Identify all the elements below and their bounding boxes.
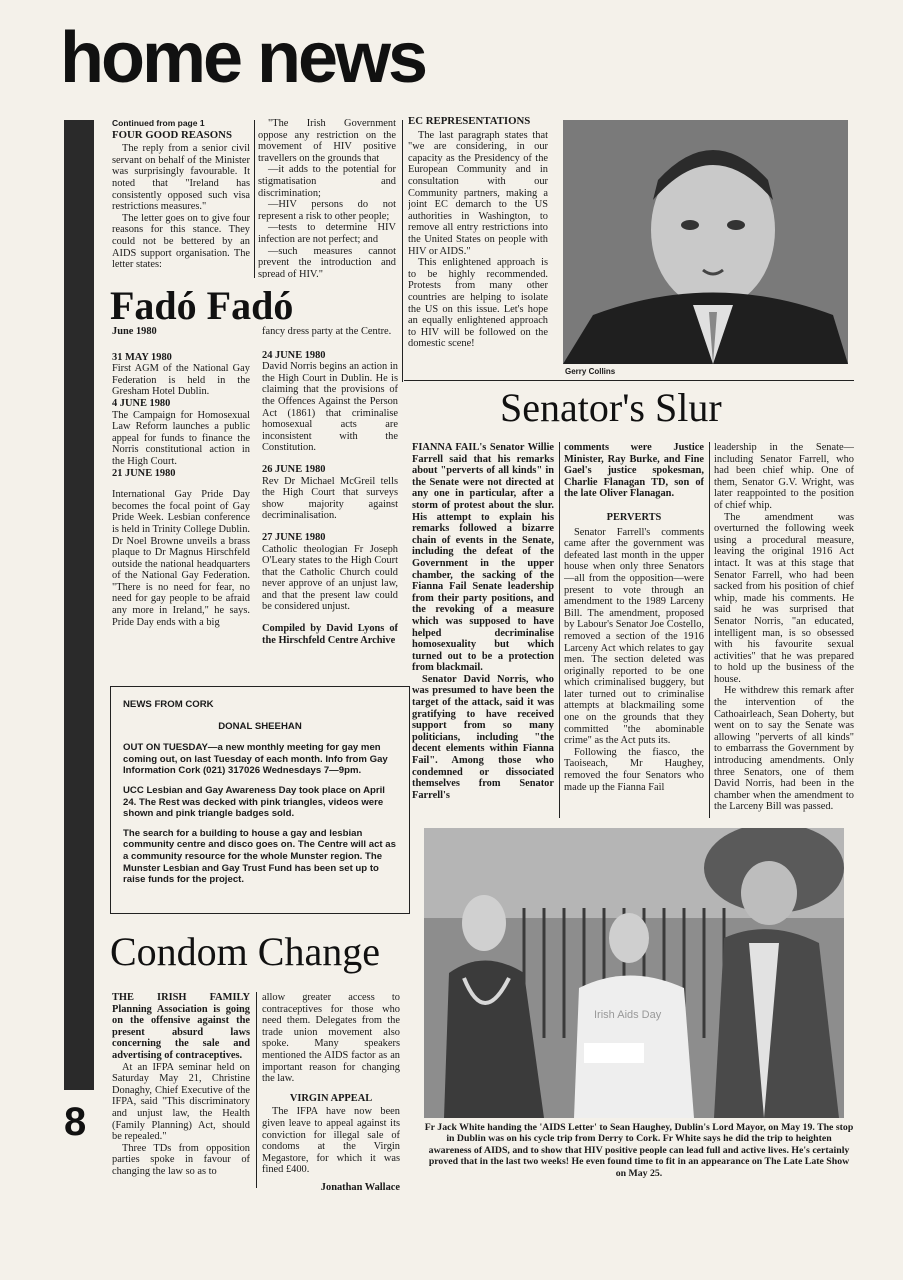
photo1-caption: Gerry Collins — [565, 367, 616, 376]
paragraph: leadership in the Senate—including Senator Farrell, who had been chief whip. One of them, Senator G.V. Wright, was later reappointed to the position of chief whip. — [714, 442, 854, 511]
paragraph: comments were Justice Minister, Ray Burke, and Fine Gael's justice spokesman, Charlie Flanagan TD, son of the late Oliver Flanagan. — [564, 442, 704, 500]
senator-col2 — [564, 442, 704, 818]
fado-credit: Compiled by David Lyons of the Hirschfeld Centre Archive — [262, 623, 398, 646]
paragraph: The IFPA have now been given leave to appeal against its conviction for illegal sale of condoms at the Virgin Megastore, for which it was fined £400. — [262, 1106, 400, 1176]
fado-date: 24 JUNE 1980 — [262, 349, 326, 361]
condom-title: Condom Change — [110, 929, 380, 974]
paragraph: OUT ON TUESDAY—a new monthly meeting for gay men coming out, on last Tuesday of each month. Info from Gay Information Cork (021) 317026 Wednesdays 7—9pm. — [123, 742, 388, 777]
fado-entry: Catholic theologian Fr Joseph O'Leary states to the High Court that the Catholic Church could never approve of an unjust law, and that the present law could be considered unjust. — [262, 543, 398, 613]
paragraph: The search for a building to house a gay and lesbian community centre and disco goes on. The Centre will act as a community resource for the whole Munster region. The Munster Lesbian and Gay Trust Fund has been set up to raise funds for the project. — [123, 827, 396, 886]
paragraph: THE IRISH FAMILY Planning Association is going on the offensive against the present absurd laws concerning the sale and advertising of contraceptives. — [112, 992, 250, 1061]
paragraph: This enlightened approach is to be highly recommended. Protests from many other countries are helping to isolate the US on this issue. Let's hope an equally enlightened approach to HIV will be followed on the domestic scene! — [408, 257, 548, 350]
paragraph: Senator David Norris, who was presumed to have been the target of the attack, said it was gratifying to have received support from so many politicians, including "the decent elements within Fianna Fail". Among those who condemned or dissociated themselves from Senator Farrell's — [412, 673, 554, 801]
paragraph: The amendment was overturned the following week using a procedural measure, leaving the original 1916 Act intact. It was at this stage that Senator Farrell, who had been sacked from his position of chief whip, made his comments. He said he was surprised that Senator Norris, "an educated, intelligent man, is so obsessed with his favourite sexual activities" that he was prepared to hold up the business of the house. — [714, 511, 854, 685]
gerry-collins-photo — [563, 120, 848, 364]
perverts-heading: PERVERTS — [606, 511, 662, 523]
section-rule — [404, 380, 854, 381]
paragraph: "The Irish Government oppose any restriction on the movement of HIV positive travellers on the grounds that — [258, 118, 396, 164]
continued-label: Continued from page 1 — [112, 118, 205, 128]
paragraph: The last paragraph states that "we are considering, in our capacity as the Presidency of the European Community and in consultation with our Community partners, making a joint EC demarch to the US authorities in Washington, to remove all entry restrictions into the United States on people with HIV or AIDS." — [408, 129, 548, 257]
ec-heading: EC REPRESENTATIONS — [408, 116, 531, 127]
fado-date: 21 JUNE 1980 — [112, 467, 176, 479]
paragraph: The reply from a senior civil servant on behalf of the Minister was surprisingly favourable. It noted that "Ireland has consistently opposed such visa restrictions measures." — [112, 143, 250, 213]
senator-title: Senator's Slur — [500, 385, 722, 430]
four-reasons-col2 — [258, 118, 396, 278]
sidebar-bar — [64, 120, 94, 1090]
fado-entry: First AGM of the National Gay Federation is held in the Gresham Hotel Dublin. — [112, 363, 250, 398]
condom-col1 — [112, 992, 250, 1192]
ec-column — [408, 116, 548, 378]
column-rule — [559, 442, 560, 818]
fado-title: Fadó Fadó — [110, 283, 294, 328]
paragraph: allow greater access to contraceptives for those who need them. Delegates from the trade union movement also spoke. Many speakers mentioned the AIDS factor as an important reason for changing the law. — [262, 992, 400, 1085]
column-rule — [402, 120, 403, 382]
fado-date: June 1980 — [112, 326, 157, 337]
paragraph: Senator Farrell's comments came after the government was defeated last month in the upper house when only three Senators—all from the opposition—were present to vote through an amendment to the 1989 Larceny Bill. The amendment, proposed by Labour's Senator Joe Costello, removed a section of the 1916 Larceny Act which relates to gay men. The section deleted was originally reported to be one which criminalised buggery, but later turned out to criminalise attempts at blackmailing some one on the grounds that they committed "the abominable crime" as the Act puts its. — [564, 526, 704, 747]
shirt-text: Irish Aids Day — [594, 1009, 662, 1021]
fado-date: 4 JUNE 1980 — [112, 397, 171, 409]
fado-col2 — [262, 326, 398, 666]
fado-date: 31 MAY 1980 — [112, 351, 172, 363]
paragraph: Following the fiasco, the Taoiseach, Mr Haughey, removed the four Senators who made up the Fianna Fail — [564, 746, 704, 793]
paragraph: At an IFPA seminar held on Saturday May 21, Christine Donaghy, Chief Executive of the IFPA, said "This discriminatory and unjust law, the Health (Family Planning) Act, should be repealed." — [112, 1061, 250, 1143]
column-rule — [256, 992, 257, 1188]
fado-entry: Rev Dr Michael McGreil tells the High Court that surveys show majority against decriminalisation. — [262, 475, 398, 522]
news-from-cork-box — [110, 686, 410, 914]
condom-col2 — [262, 992, 400, 1192]
paragraph: Three TDs from opposition parties spoke in favour of changing the law so as to — [112, 1142, 250, 1177]
paragraph: —it adds to the potential for stigmatisation and discrimination; — [258, 164, 396, 199]
cork-heading: NEWS FROM CORK — [123, 699, 214, 710]
paragraph: —such measures cannot prevent the introduction and spread of HIV." — [258, 245, 396, 278]
column-rule — [709, 442, 710, 818]
photo2-caption: Fr Jack White handing the 'AIDS Letter' to Sean Haughey, Dublin's Lord Mayor, on May 19. The stop in Dublin was on his cycle trip from Derry to Cork. Fr White says he did the trip to heighten awareness of AIDS, and to show that HIV positive people can lead full and active lives. He's certainly proved that in the last two weeks! He even found time to fit in an appearance on The Late Late Show on May 25. — [424, 1122, 854, 1179]
page-number: 8 — [64, 1100, 87, 1144]
four-reasons-heading: FOUR GOOD REASONS — [112, 128, 232, 141]
fado-entry: fancy dress party at the Centre. — [262, 326, 392, 337]
paragraph: —tests to determine HIV infection are not perfect; and — [258, 222, 396, 245]
portrait-illustration — [563, 120, 848, 364]
fado-entry: David Norris begins an action in the High Court in Dublin. He is claiming that the provisions of the Offences Against the Person Act (1861) that criminalise homosexual acts are inconsistent with the Constitution. — [262, 361, 398, 454]
four-reasons-col1 — [112, 118, 250, 278]
column-rule — [254, 120, 255, 278]
senator-col1 — [412, 442, 554, 818]
fado-date: 27 JUNE 1980 — [262, 531, 326, 543]
senator-col3 — [714, 442, 854, 818]
fado-entry: The Campaign for Homosexual Law Reform launches a public appeal for funds to finance the Norris constitutional action in the High Court. — [112, 409, 250, 467]
paragraph: He withdrew this remark after the intervention of the Cathoairleach, Sean Doherty, but went on to say the Senate was allowing "perverts of all kinds" to embarrass the Government by introducing amendments. Only three Senators, one of them David Norris, had been in the chamber when the amendment to the Larceny Bill was passed. — [714, 685, 854, 813]
paragraph: FIANNA FAIL's Senator Willie Farrell said that his remarks about "perverts of all kinds" in the Senate were not directed at any one in particular, after a storm of protest about the slur. His attempt to explain his remarks followed a bizarre chain of events in the Senate, including the defeat of the Government in the upper chamber, the sacking of the Fianna Fail Senate leadership from their party positions, and the revoking of a measure which was supposed to have helped decriminalise homosexuality but which turned out to be a protection from blackmail. — [412, 442, 554, 674]
fado-date: 26 JUNE 1980 — [262, 463, 326, 475]
photo-illustration — [424, 828, 844, 1118]
paragraph: The letter goes on to give four reasons for this stance. They could not be bettered by an AIDS support organisation. The letter states: — [112, 212, 250, 271]
fado-col1 — [112, 326, 250, 666]
virgin-heading: VIRGIN APPEAL — [289, 1092, 373, 1104]
masthead: home news — [60, 18, 426, 98]
cork-byline: DONAL SHEEHAN — [218, 720, 302, 732]
paragraph: —HIV persons do not represent a risk to other people; — [258, 199, 396, 222]
paragraph: UCC Lesbian and Gay Awareness Day took place on April 24. The Rest was decked with pink triangles, videos were shown and pink triangle badges sold. — [123, 784, 385, 820]
condom-credit: Jonathan Wallace — [320, 1181, 400, 1192]
jack-white-photo — [424, 828, 844, 1118]
fado-entry: International Gay Pride Day becomes the focal point of Gay Pride Week. Lesbian conference is held in Trinity College Dublin. Dr Noel Browne unveils a brass plaque to Dr Magnus Hirschfeld outside the national headquarters of the National Gay Federation. "There is no need for fear, no need for gay people to be afraid any more in Ireland," he says. Pride Day ends with a big — [112, 489, 250, 628]
